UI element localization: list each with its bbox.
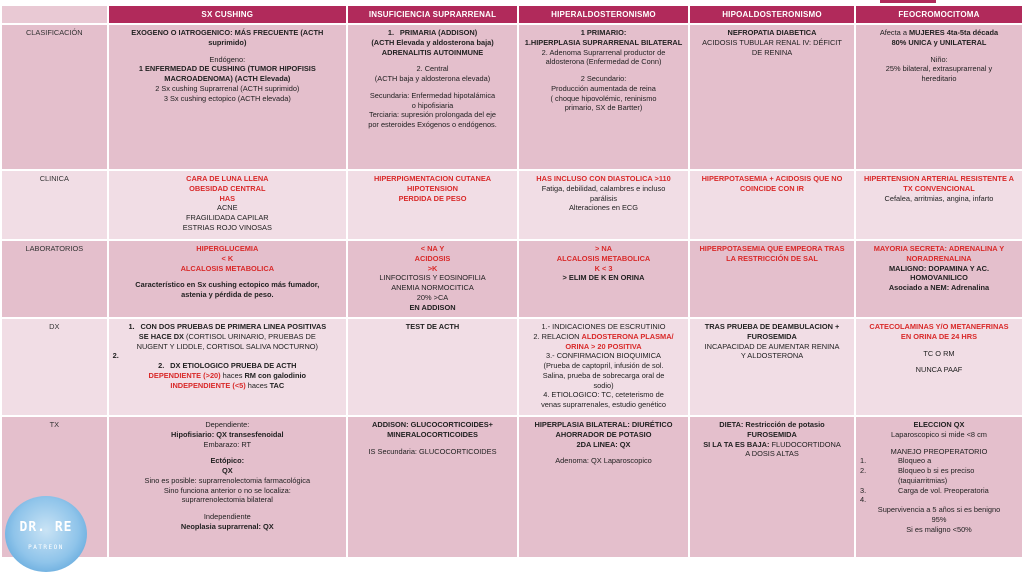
cell-laboratorios-feo <box>856 241 1022 317</box>
text: 95% <box>931 514 947 524</box>
text: INDEPENDIENTE (<5) <box>170 380 246 390</box>
cell-clinica-hipo <box>690 171 854 239</box>
text: TX CONVENCIONAL <box>903 183 975 193</box>
text: ALCALOSIS METABOLICA <box>556 253 651 263</box>
text: ESTRIAS ROJO VINOSAS <box>182 222 272 232</box>
text: HIPERPOTASEMIA QUE EMPEORA TRAS <box>699 244 845 253</box>
text: Hipofisiario: QX transesfenoidal <box>171 429 284 439</box>
list-number: 3. <box>859 485 867 495</box>
text: HIPERGLUCEMIA <box>196 244 259 253</box>
cell-dx-cushing <box>109 319 346 415</box>
text: TRAS PRUEBA DE DEAMBULACION + <box>704 322 840 331</box>
text: 20% >CA <box>416 292 449 302</box>
text: A DOSIS ALTAS <box>745 449 799 459</box>
text: sodio) <box>593 380 614 390</box>
text: < NA Y <box>420 244 445 253</box>
top-accent <box>880 0 936 3</box>
text: primario, SX de Bartter) <box>564 103 643 113</box>
text: 2 Sx cushing Suprarrenal (ACTH suprimido) <box>155 83 300 93</box>
patreon-logo <box>5 496 87 572</box>
cell-clinica-feo <box>856 171 1022 239</box>
text: Producción aumentada de reina <box>551 83 656 93</box>
text: 3 Sx cushing ectopico (ACTH elevada) <box>163 93 291 103</box>
text: AHORRADOR DE POTASIO <box>555 429 652 439</box>
text: SE HACE DX <box>138 331 187 341</box>
text: Dependiente: <box>205 420 250 429</box>
cell-tx-insuf <box>348 417 517 557</box>
text: (ACTH baja y aldosterona elevada) <box>374 74 491 84</box>
text: haces <box>220 370 245 380</box>
text: HIPERPLASIA BILATERAL: DIURÉTICO <box>534 420 673 429</box>
text: ALDOSTERONA PLASMA/ <box>581 331 674 341</box>
cell-clinica-insuf <box>348 171 517 239</box>
text: ELECCION QX <box>913 420 965 429</box>
text: Sino es posible: suprarrenolectomia farmacológica <box>144 475 311 485</box>
row-dx <box>2 319 1022 415</box>
text: K < 3 <box>594 263 613 273</box>
row-label-clinica: CLINICA <box>2 171 107 239</box>
text: DIETA: Restricción de potasio <box>719 420 825 429</box>
text: TEST DE ACTH <box>405 322 460 331</box>
text: (Prueba de captopril, infusión de sol. <box>543 361 664 371</box>
text: suprarrenolectomia bilateral <box>181 495 273 505</box>
list-number: 1. <box>387 28 395 37</box>
header-hipoaldosteronismo: HIPOALDOSTERONISMO <box>690 6 854 23</box>
text: NUGENT Y LIDDLE, CORTISOL SALIVA NOCTURNO) <box>136 341 318 351</box>
text: Bloqueo a <box>897 456 932 466</box>
text: Salina, prueba de sobrecarga oral de <box>542 370 665 380</box>
logo-name: DR. RE <box>19 520 73 535</box>
text: EN ADDISON <box>409 302 456 312</box>
text: > NA <box>594 244 613 253</box>
text: Característico en Sx cushing ectopico más fumador, <box>135 280 320 290</box>
text: (taquiarritmias) <box>897 475 948 485</box>
text: Adenoma: QX Laparoscopico <box>555 456 652 466</box>
text: Terciaria: supresión prolongada del eje <box>369 110 496 120</box>
text: 1 ENFERMEDAD DE CUSHING (TUMOR HIPOFISIS <box>138 64 316 74</box>
text: TAC <box>269 380 285 390</box>
text: HAS INCLUSO CON DIASTOLICA >110 <box>536 174 671 183</box>
text: MANEJO PREOPERATORIO <box>890 446 988 456</box>
text: CON DOS PRUEBAS DE PRIMERA LINEA POSITIVAS <box>140 322 327 331</box>
text: FUROSEMIDA <box>747 331 797 341</box>
row-clasificacion <box>2 25 1022 169</box>
text: Carga de vol. Preoperatoria <box>897 485 989 495</box>
text: 1.- INDICACIONES DE ESCRUTINIO <box>541 322 666 331</box>
cell-clinica-cushing <box>109 171 346 239</box>
text: Afecta a <box>879 28 909 37</box>
text: MALIGNO: DOPAMINA Y AC. <box>888 263 990 273</box>
text: (ACTH Elevada y aldosterona baja) <box>371 37 494 47</box>
text: NUNCA PAAF <box>915 365 963 375</box>
row-label-dx: DX <box>2 319 107 415</box>
text: ANEMIA NORMOCITICA <box>391 283 474 293</box>
text: Laparoscopico si mide <8 cm <box>891 429 987 439</box>
list-number: 4. <box>859 495 867 505</box>
text: HAS <box>219 193 236 203</box>
row-laboratorios <box>2 241 1022 317</box>
text: SI LA TA ES BAJA: <box>703 439 772 449</box>
text: 2 Secundario: <box>580 74 627 84</box>
text: HOMOVANILICO <box>910 273 968 283</box>
row-tx <box>2 417 1022 557</box>
row-label-laboratorios: LABORATORIOS <box>2 241 107 317</box>
text: MINERALOCORTICOIDES <box>387 429 478 439</box>
text: hereditario <box>921 74 957 84</box>
text: 2. Central <box>416 64 449 74</box>
header-hiperaldosteronismo: HIPERALDOSTERONISMO <box>519 6 688 23</box>
text: < K <box>221 253 234 263</box>
list-number: 2. <box>112 351 119 361</box>
text: o hipofisiaria <box>411 100 454 110</box>
text: 25% bilateral, extrasuprarrenal y <box>885 64 993 74</box>
text: > ELIM DE K EN ORINA <box>562 273 645 283</box>
text: Y ALDOSTERONA <box>740 351 804 361</box>
list-number: 2. <box>859 466 867 476</box>
text: suprimido) <box>208 37 247 47</box>
text: Supervivencia a 5 años si es benigno <box>877 505 1001 515</box>
text: OBESIDAD CENTRAL <box>189 183 266 193</box>
text: 2. Adenoma Suprarrenal productor de <box>541 47 666 57</box>
cell-dx-insuf <box>348 319 517 415</box>
text: ACNE <box>217 203 238 213</box>
text: Bloqueo b si es preciso <box>897 466 975 476</box>
text: Si es maligno <50% <box>906 524 972 534</box>
text: QX <box>221 466 233 476</box>
text: PERDIDA DE PESO <box>398 193 467 203</box>
header-feocromocitoma: FEOCROMOCITOMA <box>856 6 1022 23</box>
text: HIPOTENSION <box>407 183 458 193</box>
cell-laboratorios-insuf <box>348 241 517 317</box>
text: 1 PRIMARIO: <box>580 28 627 37</box>
text: LINFOCITOSIS Y EOSINOFILIA <box>379 273 486 283</box>
text: INCAPACIDAD DE AUMENTAR RENINA <box>704 341 840 351</box>
cell-clasificacion-hipo <box>690 25 854 169</box>
cell-tx-cushing <box>109 417 346 557</box>
text: COINCIDE CON IR <box>739 183 805 193</box>
cell-laboratorios-cushing <box>109 241 346 317</box>
text: CARA DE LUNA LLENA <box>186 174 269 183</box>
text: ADDISON: GLUCOCORTICOIDES+ <box>372 420 493 429</box>
cell-tx-feo <box>856 417 1022 557</box>
text: Cefalea, arritmias, angina, infarto <box>884 193 994 203</box>
list-item <box>860 495 1018 505</box>
cell-clasificacion-insuf <box>348 25 517 169</box>
text: >K <box>427 263 438 273</box>
text: ALCALOSIS METABOLICA <box>180 263 275 273</box>
text: haces <box>245 380 270 390</box>
text: DX ETIOLOGICO PRUEBA DE ACTH <box>170 361 297 371</box>
text: ACIDOSIS TUBULAR RENAL IV: DÉFICIT <box>702 37 842 47</box>
row-clinica <box>2 171 1022 239</box>
text: Embarazo: RT <box>203 439 252 449</box>
row-label-tx: TX <box>2 417 107 557</box>
text: 2DA LINEA: QX <box>576 439 631 449</box>
text: FLUDOCORTIDONA <box>771 439 841 449</box>
text: astenia y pérdida de peso. <box>181 290 274 300</box>
text: MAYORIA SECRETA: ADRENALINA Y <box>873 244 1005 253</box>
cell-clinica-hiper <box>519 171 688 239</box>
text: 1.HIPERPLASIA SUPRARRENAL BILATERAL <box>524 37 683 47</box>
text: HIPERTENSION ARTERIAL RESISTENTE A <box>863 174 1014 183</box>
text: MACROADENOMA) (ACTH Elevada) <box>164 74 291 84</box>
text: ORINA > 20 POSITIVA <box>565 341 642 351</box>
text: venas suprarrenales, estudio genético <box>541 400 666 410</box>
list-item <box>860 486 1018 496</box>
text: Independiente <box>203 512 251 522</box>
text: 4. ETIOLOGICO: TC, ceteterismo de <box>543 390 664 400</box>
text: ADRENALITIS AUTOINMUNE <box>381 47 484 57</box>
text: Ectópico: <box>210 456 245 466</box>
cell-clasificacion-feo <box>856 25 1022 169</box>
list-item <box>860 456 1018 466</box>
text: RM con galodinio <box>244 370 307 380</box>
text: Fatiga, debilidad, calambres e incluso <box>541 183 666 193</box>
cell-tx-hiper <box>519 417 688 557</box>
text: EXOGENO O IATROGENICO: MÁS FRECUENTE (ACTH <box>131 28 324 37</box>
text: NEFROPATIA DIABETICA <box>727 28 817 37</box>
comparison-table <box>0 4 1024 559</box>
cell-dx-hipo <box>690 319 854 415</box>
logo-sub: PATREON <box>28 544 64 551</box>
text: 3.- CONFIRMACION BIOQUIMICA <box>546 351 661 361</box>
text: Asociado a NEM: Adrenalina <box>888 283 990 293</box>
text: (CORTISOL URINARIO, PRUEBAS DE <box>186 331 316 341</box>
cell-dx-hiper <box>519 319 688 415</box>
text: Neoplasia suprarrenal: QX <box>180 521 274 531</box>
text: CATECOLAMINAS Y/O METANEFRINAS <box>869 322 1009 331</box>
text: NORADRENALINA <box>906 253 972 263</box>
header-cushing: SX CUSHING <box>109 6 346 23</box>
text: TC O RM <box>923 348 955 358</box>
cell-laboratorios-hipo <box>690 241 854 317</box>
cell-dx-feo <box>856 319 1022 415</box>
text: Sino funciona anterior o no se localiza: <box>163 485 291 495</box>
text: parálisis <box>589 193 618 203</box>
list-number: 1. <box>128 322 135 331</box>
text: Secundaria: Enfermedad hipotalámica <box>369 90 496 100</box>
list-item <box>860 476 1018 486</box>
text: IS Secundaria: GLUCOCORTICOIDES <box>368 446 497 456</box>
row-label-clasificacion: CLASIFICACIÓN <box>2 25 107 169</box>
text: PRIMARIA (ADDISON) <box>399 28 478 37</box>
cell-clasificacion-cushing <box>109 25 346 169</box>
header-row <box>2 6 1022 23</box>
text: 2. RELACION <box>533 331 582 341</box>
text: LA RESTRICCIÓN DE SAL <box>726 253 818 263</box>
header-blank <box>2 6 107 23</box>
cell-tx-hipo <box>690 417 854 557</box>
cell-clasificacion-hiper <box>519 25 688 169</box>
text: Niño: <box>930 54 948 64</box>
text: HIPERPOTASEMIA + ACIDOSIS QUE NO <box>701 174 843 183</box>
cell-laboratorios-hiper <box>519 241 688 317</box>
text: DE RENINA <box>751 47 793 57</box>
text: ACIDOSIS <box>414 253 451 263</box>
text: Endógeno: <box>209 54 246 64</box>
header-insuficiencia: INSUFICIENCIA SUPRARRENAL <box>348 6 517 23</box>
text: EN ORINA DE 24 HRS <box>900 331 978 341</box>
text: FUROSEMIDA <box>747 429 797 439</box>
text: HIPERPIGMENTACION CUTANEA <box>373 174 492 183</box>
text: FRAGILIDADA CAPILAR <box>186 213 269 223</box>
list-number: 1. <box>859 456 867 466</box>
text: DEPENDIENTE (>20) <box>148 370 221 380</box>
text: ( choque hipovolémic, reninismo <box>550 93 657 103</box>
text: Alteraciones en ECG <box>569 203 639 213</box>
text: aldosterona (Enfermedad de Conn) <box>545 57 662 67</box>
list-item <box>860 466 1018 476</box>
text: 80% UNICA y UNILATERAL <box>891 37 987 47</box>
text: MUJERES 4ta-5ta década <box>909 28 999 37</box>
list-number: 2. <box>158 361 165 371</box>
text: por esteroides Exógenos o endógenos. <box>368 120 497 130</box>
